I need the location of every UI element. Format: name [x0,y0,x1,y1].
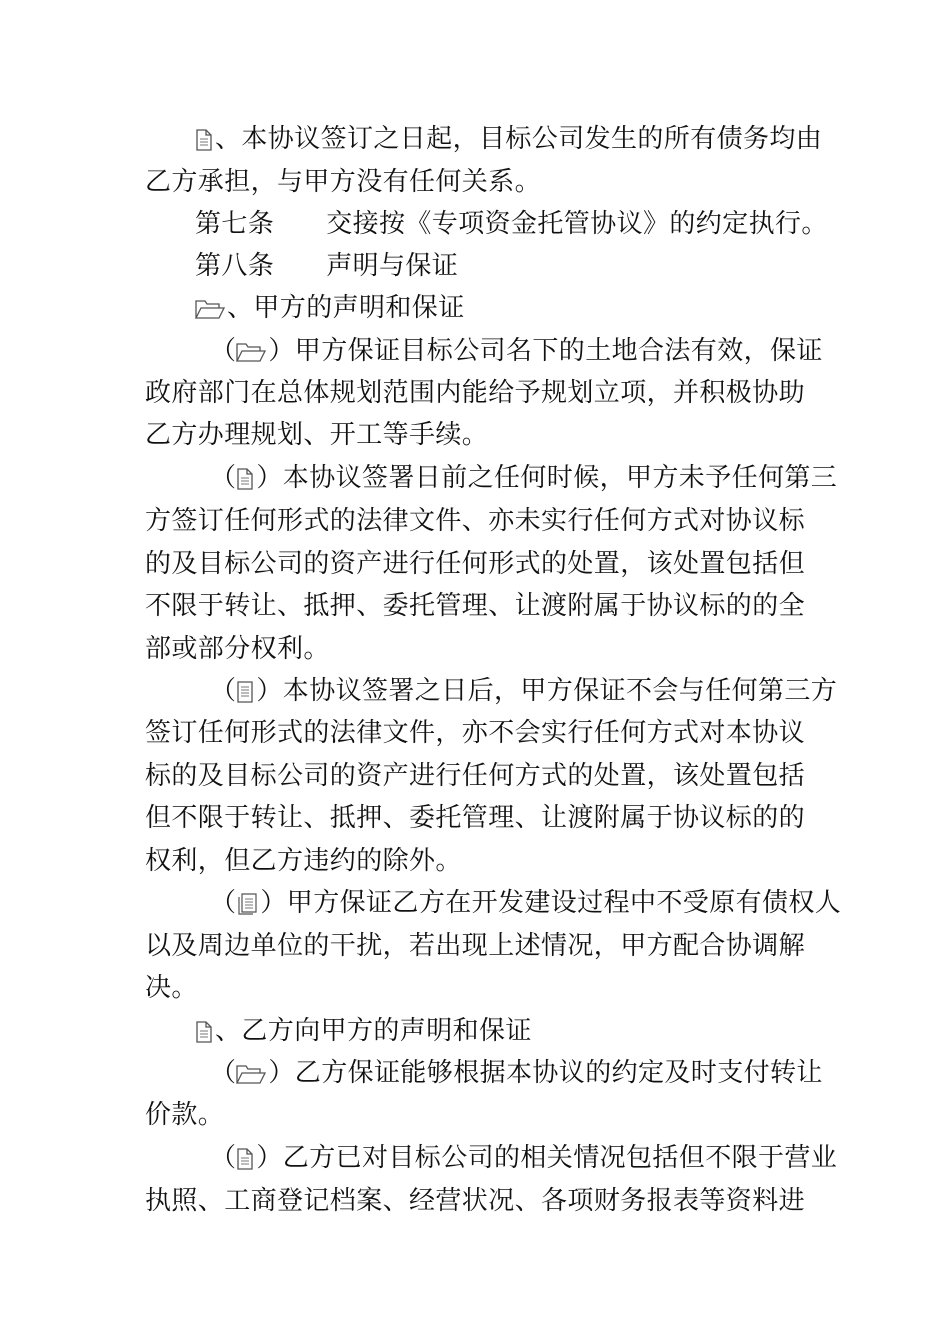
paragraph-line: 标的及目标公司的资产进行任何方式的处置，该处置包括 [145,761,806,791]
paragraph-line: 但不限于转让、抵押、委托管理、让渡附属于协议标的的 [145,803,806,833]
folder-icon [195,298,225,320]
documents-icon [236,893,258,915]
paragraph-line: 以及周边单位的干扰，若出现上述情况，甲方配合协调解 [145,931,806,961]
document-icon [195,1021,213,1043]
paragraph-line: 不限于转让、抵押、委托管理、让渡附属于协议标的的全 [145,591,806,621]
document-icon [236,1148,254,1170]
paragraph-line: 乙方承担，与甲方没有任何关系。 [145,167,542,197]
folder-icon [236,1063,266,1085]
paragraph-line: 执照、工商登记档案、经营状况、各项财务报表等资料进 [145,1186,806,1216]
paragraph-line: 方签订任何形式的法律文件、亦未实行任何方式对协议标 [145,506,806,536]
document-icon [236,681,254,703]
paragraph-line: 决。 [145,973,198,1003]
paragraph-line: （ ）乙方已对目标公司的相关情况包括但不限于营业 [210,1143,838,1173]
article-seven: 第七条 交接按《专项资金托管协议》的约定执行。 [195,209,828,239]
paragraph-line: 权利，但乙方违约的除外。 [145,846,462,876]
paragraph-line: 价款。 [145,1100,225,1130]
paragraph-line: 签订任何形式的法律文件，亦不会实行任何方式对本协议 [145,718,806,748]
section-title: 、甲方的声明和保证 [195,291,465,325]
paragraph-line: 的及目标公司的资产进行任何形式的处置，该处置包括但 [145,549,806,579]
paragraph-line: 政府部门在总体规划范围内能给予规划立项，并积极协助 [145,378,806,408]
article-eight: 第八条 声明与保证 [195,251,459,281]
paragraph-line: （ ）甲方保证目标公司名下的土地合法有效，保证 [210,336,823,366]
folder-icon [236,341,266,363]
section-title: 、乙方向甲方的声明和保证 [195,1014,532,1048]
paragraph-line: 乙方办理规划、开工等手续。 [145,420,489,450]
paragraph-line: （ ）甲方保证乙方在开发建设过程中不受原有债权人 [210,888,842,918]
paragraph-line: （ ）本协议签署日前之任何时候，甲方未予任何第三 [210,463,838,493]
document-icon [195,129,213,151]
paragraph-line: 、本协议签订之日起，目标公司发生的所有债务均由 [195,122,822,156]
paragraph-line: （ ）乙方保证能够根据本协议的约定及时支付转让 [210,1058,823,1088]
document-icon [236,468,254,490]
paragraph-line: （ ）本协议签署之日后，甲方保证不会与任何第三方 [210,676,838,706]
paragraph-line: 部或部分权利。 [145,634,330,664]
